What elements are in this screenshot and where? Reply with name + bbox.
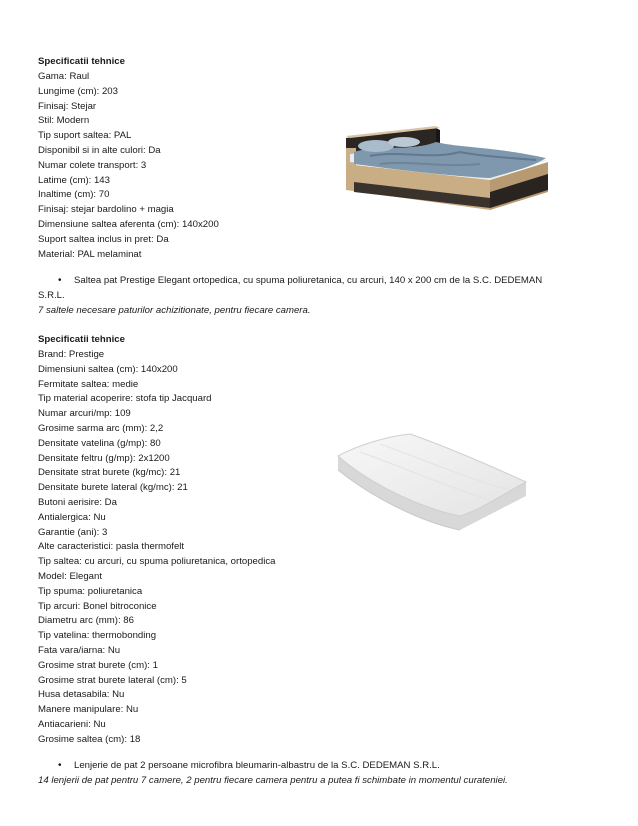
bullet2-text: Lenjerie de pat 2 persoane microfibra bleumarin-albastru de la S.C. DEDEMAN S.R.L. bbox=[74, 760, 440, 771]
spec-item: Tip suport saltea: PAL bbox=[38, 130, 132, 142]
bullet2-symbol: • bbox=[58, 760, 62, 771]
bed-image bbox=[340, 122, 554, 214]
spec-item: Finisaj: Stejar bbox=[38, 100, 97, 112]
spec-item: Fermitate saltea: medie bbox=[38, 378, 139, 390]
spec-item: Densitate vatelina (g/mp): 80 bbox=[38, 437, 161, 449]
spec-item: Material: PAL melaminat bbox=[38, 248, 142, 260]
spec-item: Brand: Prestige bbox=[38, 349, 105, 360]
spec-item: Diametru arc (mm): 86 bbox=[38, 615, 134, 627]
spec-item: Lungime (cm): 203 bbox=[38, 85, 118, 97]
bullet1-note: 7 saltele necesare paturilor achizitionate, pentru fiecare camera. bbox=[38, 305, 311, 316]
spec-item: Suport saltea inclus in pret: Da bbox=[38, 233, 169, 245]
spec-item: Butoni aerisire: Da bbox=[38, 497, 117, 508]
spec-item: Antialergica: Nu bbox=[38, 511, 106, 523]
spec-item: Stil: Modern bbox=[38, 115, 90, 127]
spec-item: Model: Elegant bbox=[38, 571, 102, 582]
spec-item: Densitate burete lateral (kg/mc): 21 bbox=[38, 482, 188, 494]
spec-item: Dimensiuni saltea (cm): 140x200 bbox=[38, 363, 178, 375]
spec-item: Grosime strat burete lateral (cm): 5 bbox=[38, 674, 187, 686]
bullet1-text-line1: Saltea pat Prestige Elegant ortopedica, cu spuma poliuretanica, cu arcuri, 140 x 200 cm de la S.C. DEDEMAN bbox=[74, 275, 543, 286]
spec-item: Tip vatelina: thermobonding bbox=[38, 630, 157, 642]
spec-item: Inaltime (cm): 70 bbox=[38, 189, 110, 201]
spec-item: Numar colete transport: 3 bbox=[38, 159, 147, 171]
mattress-image bbox=[330, 430, 530, 534]
spec-item: Densitate strat burete (kg/mc): 21 bbox=[38, 467, 181, 479]
spec-item: Latime (cm): 143 bbox=[38, 174, 110, 186]
section1-heading: Specificatii tehnice bbox=[38, 56, 125, 67]
spec-item: Manere manipulare: Nu bbox=[38, 704, 139, 716]
bullet1-symbol: • bbox=[58, 275, 62, 286]
spec-item: Grosime saltea (cm): 18 bbox=[38, 733, 141, 745]
spec-item: Grosime strat burete (cm): 1 bbox=[38, 659, 158, 671]
spec-item: Numar arcuri/mp: 109 bbox=[38, 408, 131, 420]
spec-item: Tip saltea: cu arcuri, cu spuma poliuretanica, ortopedica bbox=[38, 556, 276, 568]
spec-item: Densitate feltru (g/mp): 2x1200 bbox=[38, 452, 170, 464]
spec-item: Tip arcuri: Bonel bitroconice bbox=[38, 600, 157, 612]
spec-item: Fata vara/iarna: Nu bbox=[38, 645, 121, 656]
spec-item: Gama: Raul bbox=[38, 71, 90, 82]
bullet2-note: 14 lenjerii de pat pentru 7 camere, 2 pentru fiecare camera pentru a putea fi schimbate in momentul curateniei. bbox=[38, 775, 508, 786]
spec-item: Finisaj: stejar bardolino + magia bbox=[38, 204, 174, 216]
bullet1-text-line2: S.R.L. bbox=[38, 290, 65, 301]
spec-item: Antiacarieni: Nu bbox=[38, 719, 106, 730]
spec-item: Tip spuma: poliuretanica bbox=[38, 585, 143, 597]
spec-item: Grosime sarma arc (mm): 2,2 bbox=[38, 423, 164, 434]
spec-item: Garantie (ani): 3 bbox=[38, 526, 108, 538]
spec-item: Tip material acoperire: stofa tip Jacquard bbox=[38, 393, 212, 405]
spec-item: Alte caracteristici: pasla thermofelt bbox=[38, 541, 185, 553]
spec-item: Husa detasabila: Nu bbox=[38, 689, 125, 701]
section2-heading: Specificatii tehnice bbox=[38, 334, 125, 345]
spec-item: Dimensiune saltea aferenta (cm): 140x200 bbox=[38, 219, 219, 230]
spec-item: Disponibil si in alte culori: Da bbox=[38, 145, 161, 156]
